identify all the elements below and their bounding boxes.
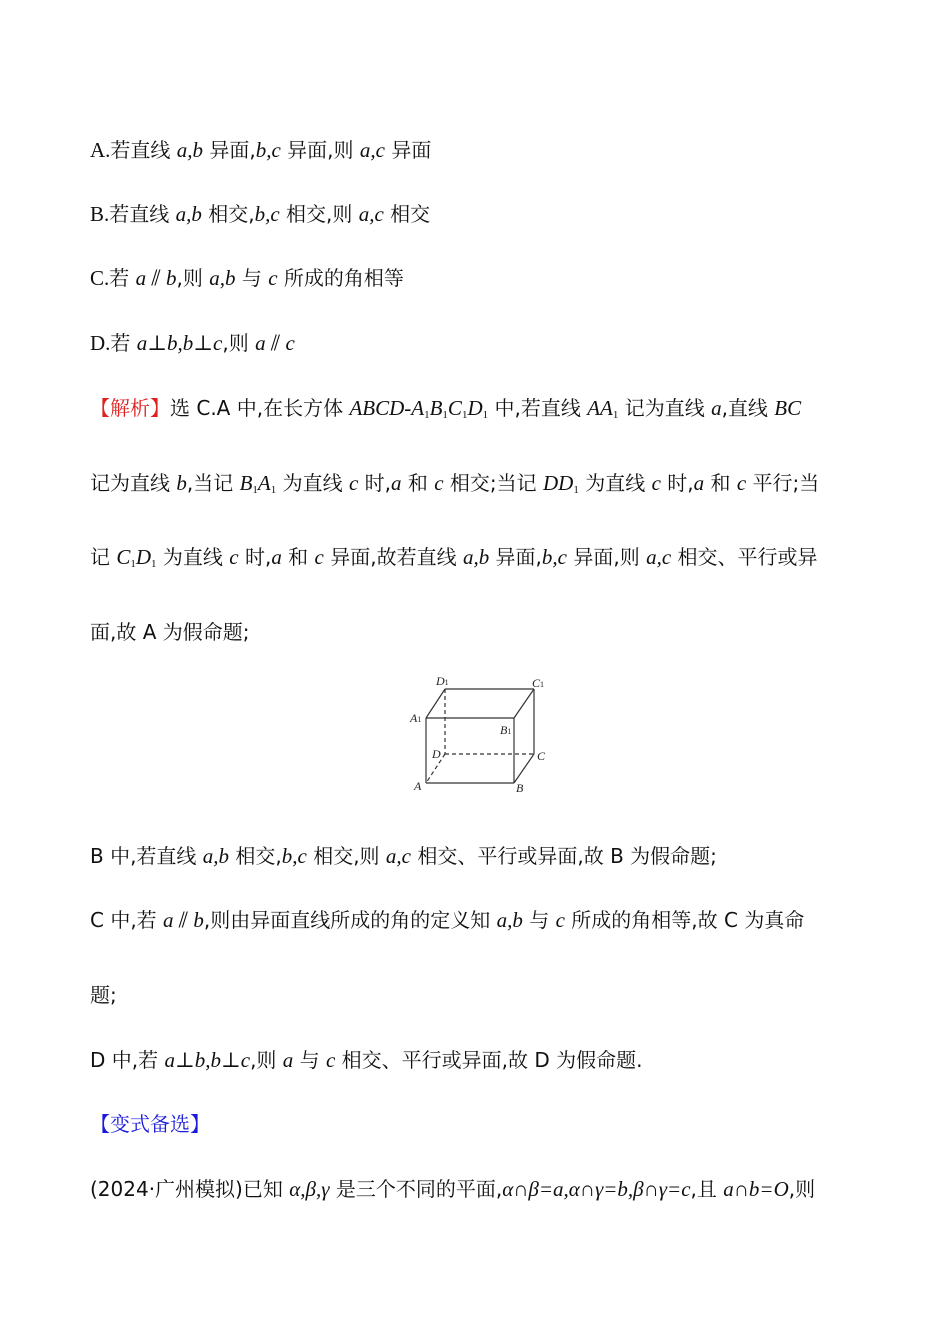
variant-tag: 【变式备选】 (90, 1112, 210, 1136)
analysis-line-3: 记 $C_1D_1$ 为直线 c 时,a 和 c 异面,故若直线 a,b 异面,b,c 异面,则 a,c 相交、平行或异 (90, 545, 818, 570)
analysis-line-4: 面,故 A 为假命题; (90, 620, 250, 644)
option-c: C.若 a ⫽ b,则 a,b 与 c 所成的角相等 (90, 266, 404, 290)
analysis-line-2: 记为直线 b,当记 $B_1A_1$ 为直线 c 时,a 和 c 相交;当记 $DD_1$ 为直线 c 时,a 和 c 平行;当 (90, 471, 820, 496)
variant-problem: (2024·广州模拟)已知 α,β,γ 是三个不同的平面,α∩β=a,α∩γ=b,β∩γ=c,且 a∩b=O,则 (90, 1177, 816, 1201)
analysis-line-1: 【解析】选 C.A 中,在长方体 ABCD-$A_1B_1C_1D_1$ 中,若直线 $AA_1$ 记为直线 a,直线 BC (90, 396, 802, 421)
label-a: A (414, 779, 422, 793)
option-d: D.若 a⊥b,b⊥c,则 a ⫽ c (90, 331, 295, 355)
label-c1: C1 (532, 676, 545, 690)
analysis-c-1: C 中,若 a ⫽ b,则由异面直线所成的角的定义知 a,b 与 c 所成的角相等,故 C 为真命 (90, 908, 805, 932)
option-a: A.若直线 a,b 异面,b,c 异面,则 a,c 异面 (90, 138, 432, 162)
analysis-tag: 【解析】 (90, 396, 170, 420)
label-c: C (537, 749, 546, 763)
label-a1: A1 (410, 711, 422, 725)
variant-heading (90, 1110, 210, 1138)
option-b: B.若直线 a,b 相交,b,c 相交,则 a,c 相交 (90, 202, 431, 226)
analysis-d: D 中,若 a⊥b,b⊥c,则 a 与 c 相交、平行或异面,故 D 为假命题. (90, 1048, 643, 1072)
label-b1: B1 (500, 723, 512, 737)
analysis-c-2: 题; (90, 983, 117, 1007)
analysis-b: B 中,若直线 a,b 相交,b,c 相交,则 a,c 相交、平行或异面,故 B 为假命题; (90, 844, 717, 868)
label-b: B (516, 781, 524, 795)
cuboid-figure (404, 672, 554, 798)
label-d: D (432, 747, 441, 761)
label-d1: D1 (436, 674, 449, 688)
